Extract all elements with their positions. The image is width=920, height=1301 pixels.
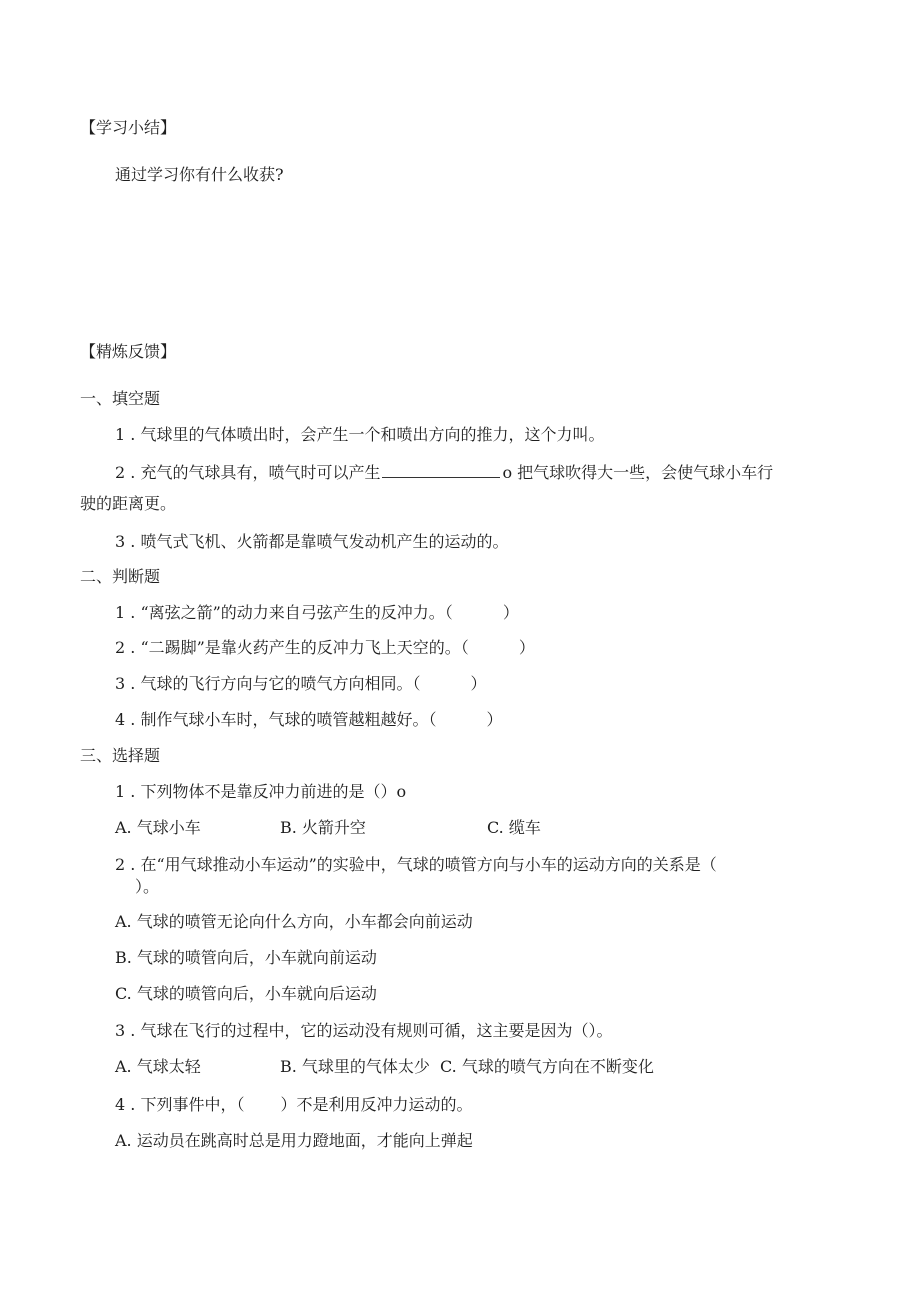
study-summary-heading: 【学习小结】 [80,118,177,137]
choice-question-3: 3 . 气球在飞行的过程中，它的运动没有规则可循，这主要是因为（）。 [115,1021,613,1040]
choice-3-option-a[interactable]: A. 气球太轻 [115,1057,201,1076]
fill-question-2-continuation: 驶的距离更。 [80,494,177,513]
fill-question-2 [115,463,773,483]
choice-1-option-b[interactable]: B. 火箭升空 [280,818,366,837]
fill-question-3: 3 . 喷气式飞机、火箭都是靠喷气发动机产生的运动的。 [115,532,509,551]
study-summary-prompt: 通过学习你有什么收获? [115,165,284,184]
choice-2-option-b[interactable]: B. 气球的喷管向后，小车就向前运动 [115,948,377,967]
choice-1-option-c[interactable]: C. 缆车 [487,818,541,837]
choice-3-option-c[interactable]: C. 气球的喷气方向在不断变化 [440,1057,654,1076]
section-multiple-choice-title: 三、选择题 [80,746,161,765]
judge-question-2 [115,638,535,658]
section-true-false-title: 二、判断题 [80,567,161,586]
judge-question-3 [115,674,486,694]
judge-question-4 [115,710,502,730]
close-paren: ） [502,603,519,622]
feedback-heading: 【精炼反馈】 [80,342,177,361]
choice-4-option-a[interactable]: A. 运动员在跳高时总是用力蹬地面，才能向上弹起 [115,1131,473,1150]
judge-question-3-text: 3 . 气球的飞行方向与它的喷气方向相同。（ [115,674,421,693]
fill-question-2-end: o 把气球吹得大一些，会使气球小车行 [502,463,774,482]
choice-question-2: 2 . 在“用气球推动小车运动”的实验中，气球的喷管方向与小车的运动方向的关系是（ [115,855,717,874]
close-paren: ） [518,638,535,657]
choice-question-1: 1 . 下列物体不是靠反冲力前进的是（）o [115,782,407,801]
section-fill-blank-title: 一、填空题 [80,389,161,408]
close-paren: ） [470,674,487,693]
choice-question-2-continuation: ）。 [135,877,160,896]
choice-question-4-start: 4 . 下列事件中，（ [115,1095,245,1114]
fill-question-2-start: 2 . 充气的气球具有，喷气时可以产生 [115,463,381,482]
choice-1-option-a[interactable]: A. 气球小车 [115,818,201,837]
choice-3-option-b[interactable]: B. 气球里的气体太少 [280,1057,430,1076]
judge-question-2-text: 2 . “二踢脚”是靠火药产生的反冲力飞上天空的。（ [115,638,469,657]
close-paren: ） [486,710,503,729]
judge-question-1 [115,603,519,623]
choice-2-option-c[interactable]: C. 气球的喷管向后，小车就向后运动 [115,984,377,1003]
judge-question-4-text: 4 . 制作气球小车时，气球的喷管越粗越好。（ [115,710,437,729]
choice-question-4 [115,1095,472,1115]
answer-blank[interactable] [382,463,500,478]
choice-question-4-end: ）不是利用反冲力运动的。 [280,1095,473,1114]
judge-question-1-text: 1 . “离弦之箭”的动力来自弓弦产生的反冲力。（ [115,603,453,622]
choice-2-option-a[interactable]: A. 气球的喷管无论向什么方向，小车都会向前运动 [115,912,473,931]
fill-question-1: 1 . 气球里的气体喷出时，会产生一个和喷出方向的推力，这个力叫。 [115,425,605,444]
